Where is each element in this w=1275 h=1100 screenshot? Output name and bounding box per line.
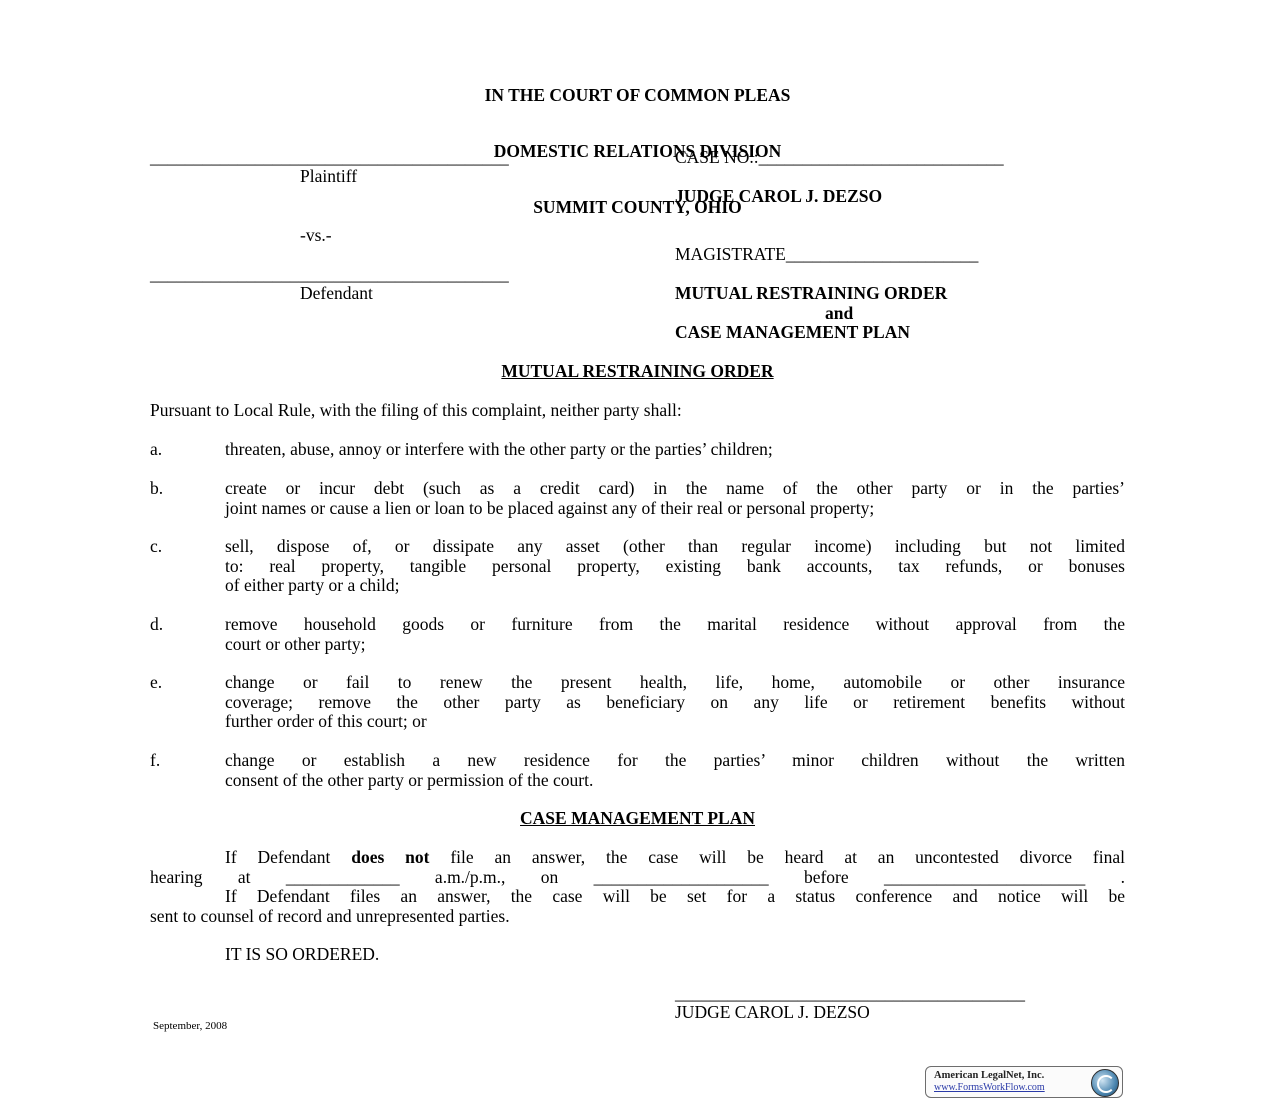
document-title-line1: MUTUAL RESTRAINING ORDER bbox=[675, 283, 948, 303]
paragraph-line: sent to counsel of record and unrepresented parties. bbox=[150, 905, 510, 926]
plaintiff-line: _________________________________________ bbox=[150, 147, 509, 167]
paragraph-line: If Defendant files an answer, the case will be set for a status conference and notice will be bbox=[225, 886, 1125, 906]
paragraph-line bbox=[150, 848, 1125, 868]
case-management-heading: CASE MANAGEMENT PLAN bbox=[520, 808, 755, 828]
item-text: further order of this court; or bbox=[225, 711, 427, 731]
plaintiff-label: Plaintiff bbox=[300, 166, 358, 186]
case-number-field: CASE NO.:____________________________ bbox=[675, 147, 1004, 167]
item-text: create or incur debt (such as a credit card) in the name of the other party or in the parties’ bbox=[225, 478, 1125, 498]
publisher-badge[interactable] bbox=[925, 1066, 1123, 1098]
court-header bbox=[0, 50, 1275, 235]
hearing-line: hearing at _____________ a.m./p.m., on ____________________ before _______________________ . bbox=[150, 866, 1125, 887]
item-text: threaten, abuse, annoy or interfere with the other party or the parties’ children; bbox=[225, 439, 773, 459]
so-ordered-text: IT IS SO ORDERED. bbox=[225, 944, 380, 964]
globe-icon bbox=[1091, 1069, 1119, 1097]
county-name: SUMMIT COUNTY, OHIO bbox=[533, 196, 742, 217]
item-letter: f. bbox=[150, 750, 161, 770]
item-text: consent of the other party or permission of the court. bbox=[225, 769, 594, 790]
item-text: coverage; remove the other party as beneficiary on any life or retirement benefits without bbox=[225, 691, 1125, 712]
signature-name: JUDGE CAROL J. DEZSO bbox=[675, 1002, 870, 1022]
restraining-order-heading: MUTUAL RESTRAINING ORDER bbox=[501, 361, 774, 381]
item-letter: a. bbox=[150, 439, 163, 459]
item-letter: c. bbox=[150, 536, 163, 556]
magistrate-field: MAGISTRATE______________________ bbox=[675, 244, 979, 264]
text-run: If Defendant bbox=[225, 847, 352, 867]
item-text: remove household goods or furniture from the marital residence without approval from the bbox=[225, 614, 1125, 634]
publisher-name: American LegalNet, Inc. bbox=[934, 1070, 1045, 1081]
document-title-and: and bbox=[825, 303, 854, 323]
judge-name: JUDGE CAROL J. DEZSO bbox=[675, 186, 883, 206]
court-name: IN THE COURT OF COMMON PLEAS bbox=[484, 85, 791, 105]
item-letter: e. bbox=[150, 672, 163, 692]
text-run: file an answer, the case will be heard at an uncontested divorce final bbox=[429, 847, 1125, 867]
item-text: to: real property, tangible personal property, existing bank accounts, tax refunds, or bonuses bbox=[225, 555, 1125, 576]
defendant-line: _________________________________________ bbox=[150, 264, 509, 284]
item-letter: b. bbox=[150, 478, 164, 498]
item-text: joint names or cause a lien or loan to be placed against any of their real or personal property; bbox=[225, 497, 875, 518]
item-text: sell, dispose of, or dissipate any asset (other than regular income) including but not limited bbox=[225, 536, 1125, 556]
document-title-line2: CASE MANAGEMENT PLAN bbox=[675, 322, 910, 342]
item-text: change or establish a new residence for the parties’ minor children without the written bbox=[225, 750, 1125, 770]
publisher-link[interactable]: www.FormsWorkFlow.com bbox=[934, 1082, 1045, 1093]
division-name: DOMESTIC RELATIONS DIVISION bbox=[493, 140, 782, 161]
signature-line: ________________________________________ bbox=[675, 983, 1025, 1003]
restraining-order-intro: Pursuant to Local Rule, with the filing of this complaint, neither party shall: bbox=[150, 400, 682, 420]
item-text: court or other party; bbox=[225, 633, 366, 654]
case-management-body bbox=[150, 848, 1125, 926]
revision-date: September, 2008 bbox=[153, 1020, 228, 1032]
item-letter: d. bbox=[150, 614, 164, 634]
vs-label: -vs.- bbox=[300, 225, 332, 245]
item-text: change or fail to renew the present health, life, home, automobile or other insurance bbox=[225, 672, 1125, 692]
emphasis-text: does not bbox=[351, 847, 430, 867]
defendant-label: Defendant bbox=[300, 283, 373, 303]
item-text: of either party or a child; bbox=[225, 575, 400, 595]
